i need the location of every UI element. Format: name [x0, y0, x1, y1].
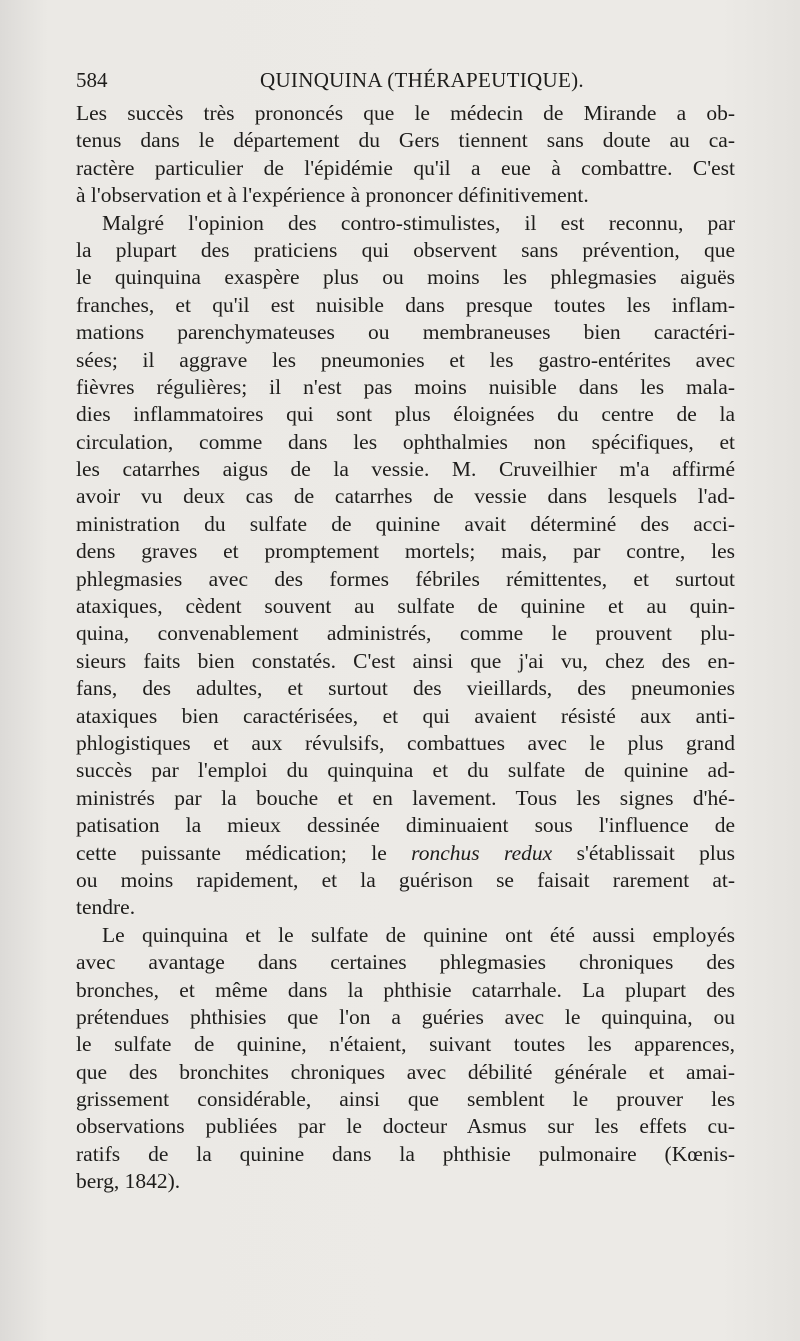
text-line: Malgré l'opinion des contro-stimulistes, il est reconnu, par	[102, 210, 735, 235]
text-line: ataxiques bien caractérisées, et qui avaient résisté aux anti-	[76, 703, 735, 728]
text-segment: s'établissait plus	[576, 840, 736, 865]
text-line: mations parenchymateuses ou membraneuses bien caractéri-	[76, 320, 735, 345]
page-header	[76, 68, 736, 98]
text-line: bronches, et même dans la phthisie catarrhale. La plupart des	[76, 977, 735, 1002]
paragraph-1	[76, 100, 735, 210]
text-line: sées; il aggrave les pneumonies et les gastro-entérites avec	[76, 347, 735, 372]
text-line: à l'observation et à l'expérience à prononcer définitivement.	[76, 183, 589, 208]
text-line: ministration du sulfate de quinine avait déterminé des acci-	[76, 511, 735, 536]
page-number: 584	[76, 68, 108, 92]
body-text	[76, 100, 735, 1196]
text-line: avoir vu deux cas de catarrhes de vessie dans lesquels l'ad-	[76, 484, 735, 509]
text-line: phlegmasies avec des formes fébriles rémittentes, et surtout	[76, 566, 735, 591]
text-line: ou moins rapidement, et la guérison se faisait rarement at-	[76, 867, 735, 892]
text-line: les catarrhes aigus de la vessie. M. Cruveilhier m'a affirmé	[76, 457, 735, 482]
text-line: Le quinquina et le sulfate de quinine ont été aussi employés	[102, 922, 735, 947]
text-line: phlogistiques et aux révulsifs, combattues avec le plus grand	[76, 730, 735, 755]
text-line: ratifs de la quinine dans la phthisie pulmonaire (Kœnis-	[76, 1141, 735, 1166]
text-line: dies inflammatoires qui sont plus éloignées du centre de la	[76, 402, 735, 427]
running-title: QUINQUINA (THÉRAPEUTIQUE).	[260, 68, 584, 92]
text-line: le sulfate de quinine, n'étaient, suivant toutes les apparences,	[76, 1032, 735, 1057]
text-line: quina, convenablement administrés, comme le prouvent plu-	[76, 621, 735, 646]
text-line: succès par l'emploi du quinquina et du sulfate de quinine ad-	[76, 758, 735, 783]
text-segment: cette puissante médication; le	[76, 840, 387, 865]
italic-term: ronchus redux	[411, 840, 553, 865]
text-line-mixed	[76, 840, 735, 867]
text-line: avec avantage dans certaines phlegmasies chroniques des	[76, 950, 735, 975]
paragraph-3	[76, 922, 735, 1196]
text-line: sieurs faits bien constatés. C'est ainsi que j'ai vu, chez des en-	[76, 648, 735, 673]
text-line: que des bronchites chroniques avec débilité générale et amai-	[76, 1059, 735, 1084]
text-line: dens graves et promptement mortels; mais, par contre, les	[76, 539, 735, 564]
text-line: observations publiées par le docteur Asmus sur les effets cu-	[76, 1114, 735, 1139]
text-line: berg, 1842).	[76, 1169, 181, 1194]
text-line: fièvres régulières; il n'est pas moins nuisible dans les mala-	[76, 374, 735, 399]
text-line: tendre.	[76, 895, 136, 920]
text-line: tenus dans le département du Gers tiennent sans doute au ca-	[76, 128, 735, 153]
text-line: prétendues phthisies que l'on a guéries avec le quinquina, ou	[76, 1004, 735, 1029]
paragraph-2	[76, 210, 735, 922]
text-line: circulation, comme dans les ophthalmies non spécifiques, et	[76, 429, 735, 454]
text-line: ractère particulier de l'épidémie qu'il a eue à combattre. C'est	[76, 155, 735, 180]
text-line: ministrés par la bouche et en lavement. Tous les signes d'hé-	[76, 785, 735, 810]
text-line: Les succès très prononcés que le médecin de Mirande a ob-	[76, 101, 735, 125]
text-line: grissement considérable, ainsi que semblent le prouver les	[76, 1087, 735, 1112]
text-line: patisation la mieux dessinée diminuaient sous l'influence de	[76, 813, 735, 838]
text-line: le quinquina exaspère plus ou moins les phlegmasies aiguës	[76, 265, 735, 290]
text-line: la plupart des praticiens qui observent sans prévention, que	[76, 237, 735, 262]
text-line: franches, et qu'il est nuisible dans presque toutes les inflam-	[76, 292, 735, 317]
text-line: ataxiques, cèdent souvent au sulfate de quinine et au quin-	[76, 594, 735, 619]
text-line: fans, des adultes, et surtout des vieillards, des pneumonies	[76, 676, 735, 701]
